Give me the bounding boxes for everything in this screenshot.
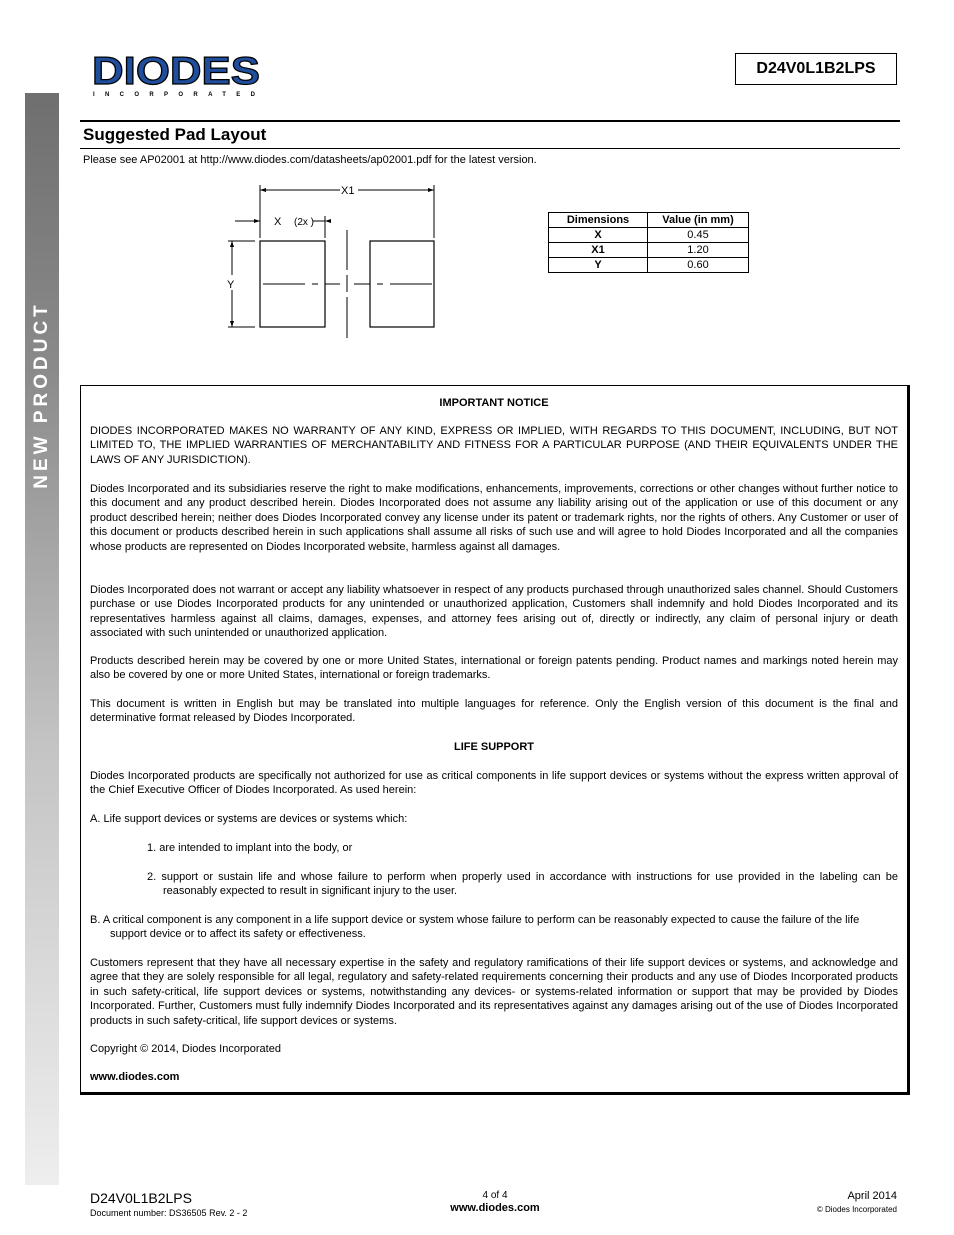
table-row — [549, 258, 749, 273]
dimensions-table — [548, 212, 749, 273]
list-item-1: 1. are intended to implant into the body, or — [147, 842, 353, 854]
sidebar-band — [25, 93, 59, 1185]
logo-subtext: INCORPORATED — [93, 92, 256, 98]
list-item-b: B. A critical component is any component in a life support device or system whose failure to perform can be reasonably expected to cause the failure of the life support device or to affect its safety or effectiveness. — [90, 914, 860, 941]
section-title: Suggested Pad Layout — [83, 125, 267, 144]
header-dimensions: Dimensions — [549, 213, 648, 228]
important-notice-box — [80, 385, 910, 1095]
list-item-2: 2. support or sustain life and whose failure to perform when properly used in accordance with instructions for use provided in the labeling can be reasonably expected to result in significant injury to the user. — [147, 871, 898, 898]
dim-cell: Y — [549, 258, 648, 273]
footer-date: April 2014 — [847, 1190, 897, 1202]
footer-left — [90, 1190, 247, 1218]
logo-wordmark: DIODES — [92, 52, 260, 93]
label-2x: (2x ) — [294, 217, 314, 228]
footer-copyright: © Diodes Incorporated — [816, 1205, 897, 1214]
notice-paragraph: Customers represent that they have all necessary expertise in the safety and regulatory ramifications of their life support devices or systems, and acknowledge and agree that they are solely responsible for all legal, regulatory and safety-related requirements concerning their products and any use of Diodes Incorporated products in such safety-critical, life support devices or systems, notwithstanding any devices- or systems-related information or support that may be provided by Diodes Incorporated. Further, Customers must fully indemnify Diodes Incorporated and its representatives against any damages arising out of the use of Diodes Incorporated products in such safety-critical, life support devices or systems. — [90, 957, 898, 1027]
table-row — [549, 243, 749, 258]
dim-cell: X1 — [549, 243, 648, 258]
dim-cell: X — [549, 228, 648, 243]
copyright-text: Copyright © 2014, Diodes Incorporated — [90, 1043, 281, 1055]
notice-paragraph: Diodes Incorporated does not warrant or accept any liability whatsoever in respect of any products purchased through unauthorized sales channel. Should Customers purchase or use Diodes Incorporated products for any unintended or unauthorized application, Customers shall indemnify and hold Diodes Incorporated and its representatives harmless against all claims, damages, expenses, and attorney fees arising out of, directly or indirectly, any claim of personal injury or death associated with such unintended or unauthorized application. — [90, 584, 898, 640]
list-item-a: A. Life support devices or systems are devices or systems which: — [90, 813, 408, 825]
intro-text: Please see AP02001 at http://www.diodes.com/datasheets/ap02001.pdf for the latest version. — [83, 154, 537, 166]
notice-paragraph: Diodes Incorporated products are specifically not authorized for use as critical components in life support devices or systems without the express written approval of the Chief Executive Officer of Diodes Incorporated. As used herein: — [90, 770, 898, 797]
value-cell: 1.20 — [648, 243, 749, 258]
sidebar-new-product-label: NEW PRODUCT — [31, 301, 52, 489]
diodes-logo — [92, 52, 267, 98]
footer-page: 4 of 4 — [482, 1190, 508, 1201]
footer-center — [380, 1190, 610, 1214]
website-link[interactable]: www.diodes.com — [90, 1071, 180, 1083]
notice-title: IMPORTANT NOTICE — [439, 397, 549, 409]
life-support-title: LIFE SUPPORT — [453, 741, 535, 753]
table-header-row — [549, 213, 749, 228]
notice-paragraph: Diodes Incorporated and its subsidiaries reserve the right to make modifications, enhancements, improvements, corrections or other changes without further notice to this document and any product described herein. Diodes Incorporated does not assume any liability arising out of the application or use of this document or any product described herein; neither does Diodes Incorporated convey any license under its patent or trademark rights, nor the rights of others. Any Customer or user of this document or products described herein in such applications shall assume all risks of such use and will agree to hold Diodes Incorporated and all the companies whose products are represented on Diodes Incorporated website, harmless against all damages. — [90, 483, 898, 553]
notice-paragraph: This document is written in English but may be translated into multiple languages for reference. Only the English version of this document is the final and determinative format released by Diodes Incorporated. — [90, 698, 898, 725]
footer-doc-number: Document number: DS36505 Rev. 2 - 2 — [90, 1208, 248, 1218]
value-cell: 0.45 — [648, 228, 749, 243]
label-y: Y — [227, 279, 235, 291]
section-bottom-rule — [80, 148, 900, 149]
header-value: Value (in mm) — [648, 213, 749, 228]
notice-paragraph: DIODES INCORPORATED MAKES NO WARRANTY OF ANY KIND, EXPRESS OR IMPLIED, WITH REGARDS TO THIS DOCUMENT, INCLUDING, BUT NOT LIMITED TO, THE IMPLIED WARRANTIES OF MERCHANTABILITY AND FITNESS FOR A PARTICULAR PURPOSE (AND THEIR EQUIVALENTS UNDER THE LAWS OF ANY JURISDICTION). — [90, 425, 898, 466]
value-cell: 0.60 — [648, 258, 749, 273]
table-row — [549, 228, 749, 243]
label-x1: X1 — [341, 185, 355, 197]
label-x: X — [274, 216, 282, 228]
notice-paragraph: Products described herein may be covered by one or more United States, international or foreign patents pending. Product names and markings noted herein may also be covered by one or more United States, international or foreign trademarks. — [90, 655, 898, 682]
pad-layout-diagram — [225, 180, 440, 340]
footer-website[interactable]: www.diodes.com — [450, 1202, 540, 1214]
footer-right — [700, 1190, 897, 1214]
footer-part-number: D24V0L1B2LPS — [90, 1190, 192, 1206]
part-number-box: D24V0L1B2LPS — [735, 53, 897, 85]
section-top-rule — [80, 120, 900, 122]
